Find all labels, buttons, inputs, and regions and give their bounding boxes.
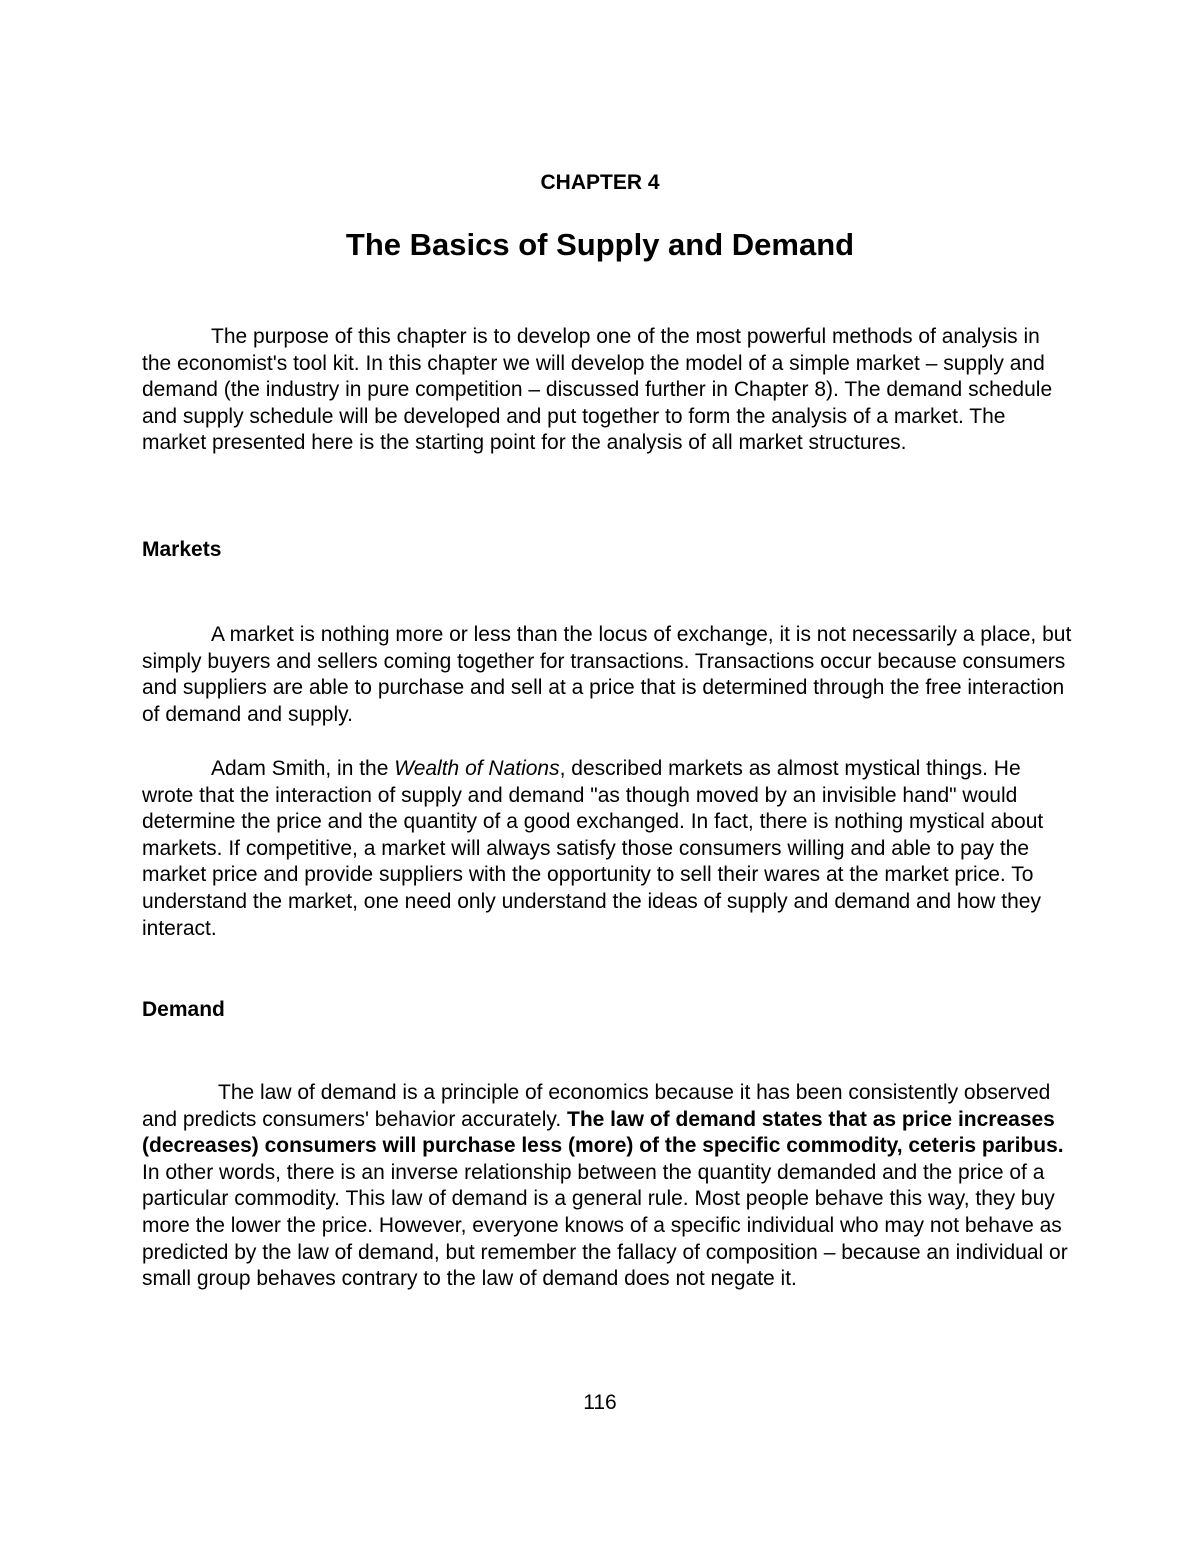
law-of-demand-statement: The law of demand states that as price increases (decreases) consumers will purchase less (more) of the specific commodity, ceteris paribus. <box>142 1107 1064 1158</box>
page-number: 116 <box>583 1391 617 1414</box>
demand-paragraph-text-end: In other words, there is an inverse relationship between the quantity demanded and the price of a particular commodity. This law of demand is a general rule. Most people behave this way, they buy more the lower the price. However, everyone knows of a specific individual who may not behave as predicted by the law of demand, but remember the fallacy of composition – because an individual or small group behaves contrary to the law of demand does not negate it. <box>142 1160 1068 1291</box>
markets-paragraph-1-text: A market is nothing more or less than the locus of exchange, it is not necessarily a place, but simply buyers and sellers coming together for transactions. Transactions occur because consumers and suppliers are able to purchase and sell at a price that is determined through the free interaction of demand and supply. <box>142 623 1072 726</box>
markets-paragraph-2-text-end: , described markets as almost mystical things. He wrote that the interaction of supply and demand "as though moved by an invisible hand" would determine the price and the quantity of a good exchanged. In fact, there is nothing mystical about markets. If competitive, a market will always satisfy those consumers willing and able to pay the market price and provide suppliers with the opportunity to sell their wares at the market price. To understand the market, one need only understand the ideas of supply and demand and how they interact. <box>142 757 1044 940</box>
book-title-wealth-of-nations: Wealth of Nations <box>394 757 560 780</box>
section-heading-demand: Demand <box>142 998 225 1021</box>
markets-paragraph-1 <box>142 622 1072 728</box>
intro-paragraph <box>142 324 1072 457</box>
section-heading-markets: Markets <box>142 538 222 561</box>
demand-paragraph <box>142 1080 1072 1293</box>
chapter-title: The Basics of Supply and Demand <box>345 227 855 262</box>
markets-paragraph-2-text-start: Adam Smith, in the <box>211 757 395 780</box>
demand-paragraph-text-start: The law of demand is a principle of economics because it has been consistently observed and predicts consumers' behavior accurately. <box>142 1081 1051 1131</box>
chapter-label: CHAPTER 4 <box>540 171 660 194</box>
intro-text: The purpose of this chapter is to develop one of the most powerful methods of analysis in the economist's tool kit. In this chapter we will develop the model of a simple market – supply and demand (the industry in pure competition – discussed further in Chapter 8). The demand schedule and supply schedule will be developed and put together to form the analysis of a market. The market presented here is the starting point for the analysis of all market structures. <box>142 325 1053 455</box>
markets-paragraph-2 <box>142 756 1072 942</box>
